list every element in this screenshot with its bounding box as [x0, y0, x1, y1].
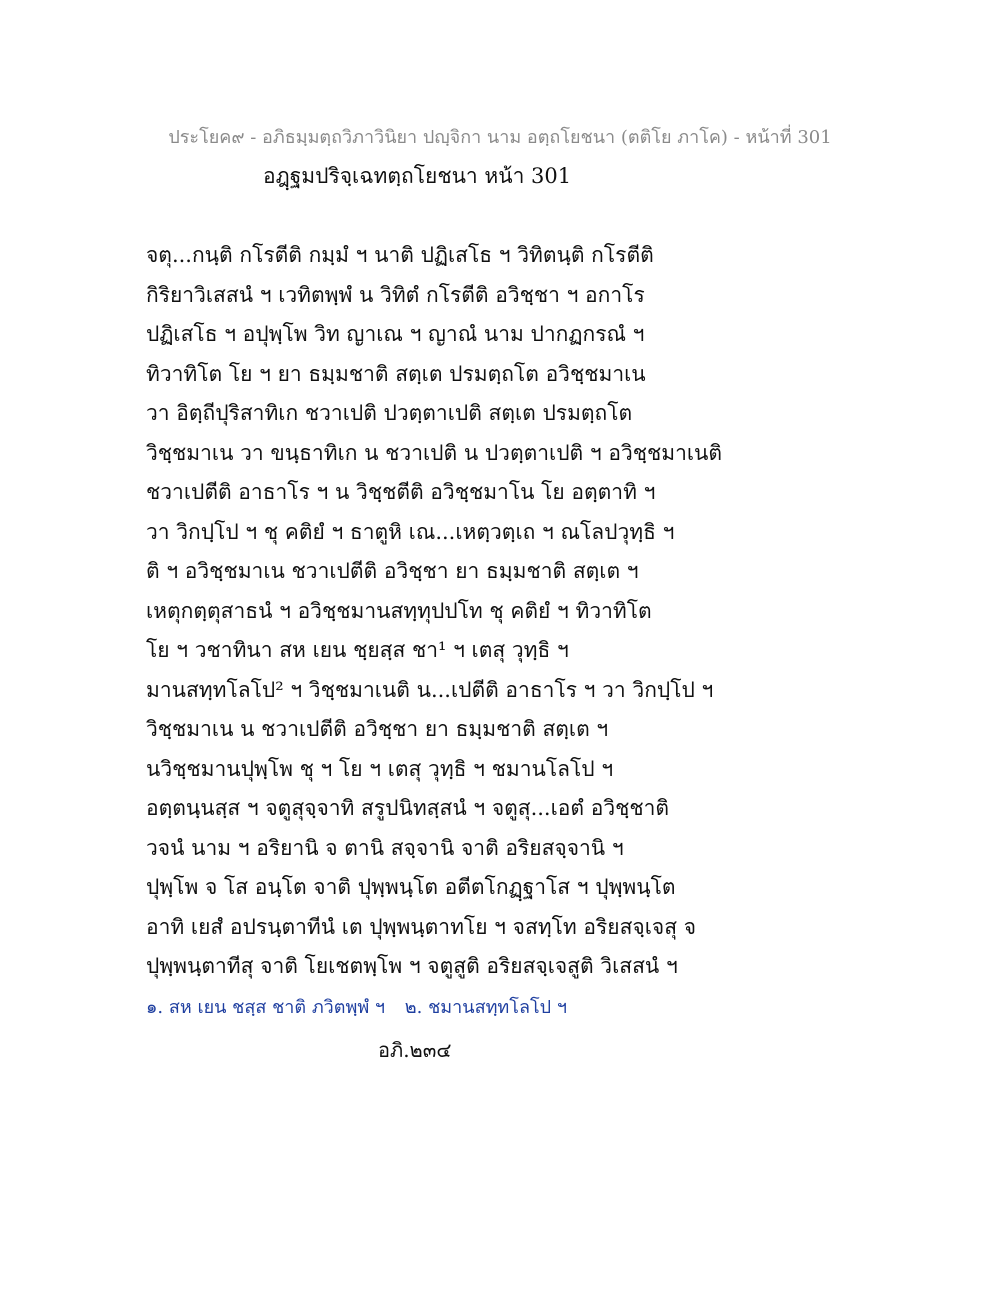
section-header: อฎฺฐมปริจฺเฉทตฺถโยชนา หน้า 301: [263, 164, 572, 188]
text-line: ติ ฯ อวิชฺชมาเน ชวาเปตีติ อวิชฺชา ยา ธมฺมชาติ สตฺเต ฯ: [146, 559, 639, 583]
text-line: ทิวาทิโต โย ฯ ยา ธมฺมชาติ สตฺเต ปรมตฺถโต อวิชฺชมาเน: [146, 361, 646, 386]
text-line: กิริยาวิเสสนํ ฯ เวทิตพฺพํ น วิทิตํ กโรตีติ อวิชฺชา ฯ อกาโร: [146, 282, 645, 307]
text-line: โย ฯ วชาทินา สห เยน ชฺยสฺส ชา¹ ฯ เตสุ วุทฺธิ ฯ: [146, 638, 569, 662]
text-line: ปุพฺพนฺตาทีสุ จาติ โยเชตพฺโพ ฯ จตูสูติ อริยสจฺเจสูติ วิเสสนํ ฯ: [146, 954, 678, 978]
text-line: วา วิกปฺโป ฯ ชุ คติยํ ฯ ธาตูหิ เณ...เหตฺวตฺเถ ฯ ณโลปวุทฺธิ ฯ: [146, 519, 675, 544]
footnotes: [146, 992, 581, 1021]
text-line: อาทิ เยสํ อปรนฺตาทีนํ เต ปุพฺพนฺตาทโย ฯ จสทฺโท อริยสจฺเจสุ จ: [146, 914, 696, 939]
text-line: วิชฺชมาเน น ชวาเปตีติ อวิชฺชา ยา ธมฺมชาติ สตฺเต ฯ: [146, 717, 609, 741]
text-line: ปุพฺโพ จ โส อนฺโต จาติ ปุพฺพนฺโต อตีตโกฏฺฐาโส ฯ ปุพฺพนฺโต: [146, 875, 676, 899]
text-line: วจนํ นาม ฯ อริยานิ จ ตานิ สจฺจานิ จาติ อริยสจฺจานิ ฯ: [146, 835, 624, 860]
text-line: มานสทฺทโลโป² ฯ วิชฺชมาเนติ น...เปตีติ อาธาโร ฯ วา วิกปฺโป ฯ: [146, 677, 714, 702]
text-line: วา อิตฺถีปุริสาทิเก ชวาเปติ ปวตฺตาเปติ สตฺเต ปรมตฺถโต: [146, 401, 633, 425]
text-line: เหตุกตฺตุสาธนํ ฯ อวิชฺชมานสทฺทุปปโท ชุ คติยํ ฯ ทิวาทิโต: [146, 598, 652, 623]
text-line: ชวาเปตีติ อาธาโร ฯ น วิชฺชตีติ อวิชฺชมาโน โย อตฺตาทิ ฯ: [146, 480, 656, 504]
text-line: อตฺตนฺนสฺส ฯ จตูสุจฺจาทิ สรูปนิทสฺสนํ ฯ จตูสุ...เอตํ อวิชฺชาติ: [146, 796, 670, 820]
running-header: ประโยค๙ - อภิธมฺมตฺถวิภาวินิยา ปญฺจิกา นาม อตฺถโยชนา (ตติโย ภาโค) - หน้าที่ 301: [168, 127, 832, 148]
footnote-1: ๑. สห เยน ชสฺส ชาติ ภวิตพฺพํ ฯ: [146, 997, 386, 1018]
footnote-2: ๒. ชมานสทฺทโลโป ฯ: [404, 997, 567, 1018]
text-line: วิชฺชมาเน วา ขนฺธาทิเก น ชวาเปติ น ปวตฺตาเปติ ฯ อวิชฺชมาเนติ: [146, 440, 723, 465]
text-line: ปฏิเสโธ ฯ อปุพฺโพ วิท ญาเณ ฯ ญาณํ นาม ปากฏกรณํ ฯ: [146, 322, 645, 346]
text-line: จตุ...กนฺติ กโรตีติ กมฺมํ ฯ นาติ ปฏิเสโธ ฯ วิทิตนฺติ กโรตีติ: [146, 243, 654, 267]
page-reference: อภิ.๒๓๔: [378, 1038, 452, 1062]
body-text: [146, 236, 846, 987]
text-line: นวิชฺชมานปุพฺโพ ชุ ฯ โย ฯ เตสุ วุทฺธิ ฯ ชมานโลโป ฯ: [146, 756, 614, 781]
